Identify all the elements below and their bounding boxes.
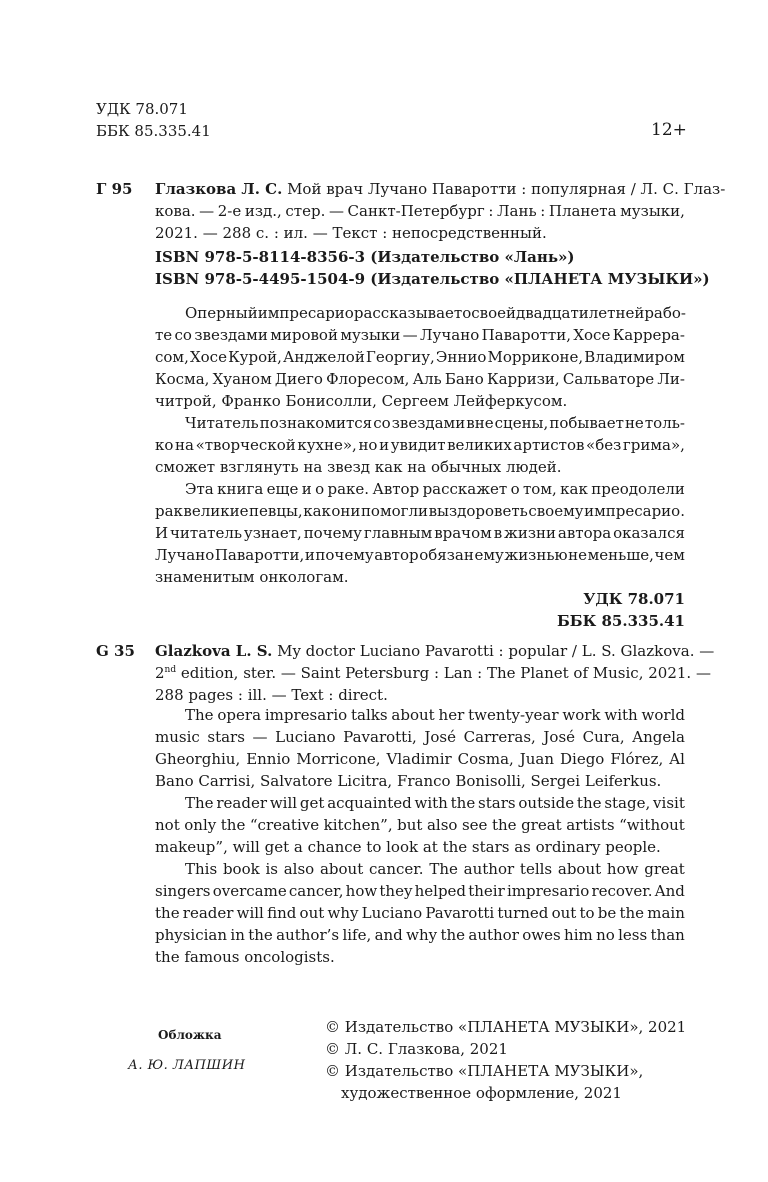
ru-biblio-line-2: кова. — 2-е изд., стер. — Санкт-Петербург : Лань : Планета музыки, xyxy=(155,202,685,220)
en-biblio-text-1: My doctor Luciano Pavarotti : popular / L. S. Glazkova. — xyxy=(272,642,715,660)
en-p2-l2: not only the “creative kitchen”, but also see the great artists “without xyxy=(155,816,685,834)
copyright-3: © Издательство «ПЛАНЕТА МУЗЫКИ», xyxy=(325,1062,644,1080)
en-edition-num: 2 xyxy=(155,664,165,682)
ru-isbn-2: ISBN 978-5-4495-1504-9 (Издательство «ПЛАНЕТА МУЗЫКИ») xyxy=(155,270,710,288)
ru-p1-l4: Косма, Хуаном Диего Флоресом, Аль Бано Карризи, Сальваторе Ли- xyxy=(155,370,685,388)
en-annotation xyxy=(155,704,685,968)
ru-p1-l3: сом, Хосе Курой, Анджелой Георгиу, Эннио Морриконе, Владимиром xyxy=(155,348,685,366)
en-p3-l1: This book is also about cancer. The author tells about how great xyxy=(185,860,685,878)
ru-biblio xyxy=(155,178,726,244)
ru-index: Г 95 xyxy=(96,180,133,198)
ru-biblio-line-3: 2021. — 288 с. : ил. — Текст : непосредственный. xyxy=(155,224,547,242)
ru-p2-l3: сможет взглянуть на звезд как на обычных людей. xyxy=(155,458,562,476)
ru-biblio-text-1: Мой врач Лучано Паваротти : популярная / Л. С. Глаз- xyxy=(282,180,726,198)
en-p1-l3: Gheorghiu, Ennio Morricone, Vladimir Cosma, Juan Diego Flórez, Al xyxy=(155,750,685,768)
ru-biblio-line-1 xyxy=(155,178,726,200)
en-p3-l4: physician in the author’s life, and why the author owes him no less than xyxy=(155,926,685,944)
cover-artist: А. Ю. ЛАПШИН xyxy=(128,1058,246,1073)
en-index: G 35 xyxy=(96,642,135,660)
ru-p3-l5: знаменитым онкологам. xyxy=(155,568,349,586)
cover-label: Обложка xyxy=(158,1028,222,1042)
en-p3-l5: the famous oncologists. xyxy=(155,948,335,966)
header-bbk: ББК 85.335.41 xyxy=(96,122,211,140)
ru-p1-l5: читрой, Франко Бонисолли, Сергеем Лейферкусом. xyxy=(155,392,568,410)
ru-annotation xyxy=(155,302,685,632)
copyright-block xyxy=(325,1016,695,1104)
en-p2-l1: The reader will get acquainted with the stars outside the stage, visit xyxy=(185,794,685,812)
en-biblio-line-1 xyxy=(155,640,715,662)
ru-isbn-block xyxy=(155,246,710,290)
en-biblio-text-2: edition, ster. — Saint Petersburg : Lan : The Planet of Music, 2021. — xyxy=(176,664,711,682)
en-p3-l3: the reader will find out why Luciano Pavarotti turned out to be the main xyxy=(155,904,685,922)
copyright-1: © Издательство «ПЛАНЕТА МУЗЫКИ», 2021 xyxy=(325,1018,687,1036)
ru-p2-l1: Читатель познакомится со звездами вне сцены, побывает не толь- xyxy=(185,414,685,432)
ru-author: Глазкова Л. С. xyxy=(155,180,283,198)
ru-p3-l1: Эта книга еще и о раке. Автор расскажет о том, как преодолели xyxy=(185,480,685,498)
ru-p1-l2: те со звездами мировой музыки — Лучано Паваротти, Хосе Карреpа- xyxy=(155,326,685,344)
en-p2-l3: makeup”, will get a chance to look at the stars as ordinary people. xyxy=(155,838,661,856)
en-biblio xyxy=(155,640,715,706)
ru-bbk: ББК 85.335.41 xyxy=(556,612,685,630)
ru-p1-l1: Оперный импресарио рассказывает о своей двадцатилетней рабо- xyxy=(185,304,687,322)
en-p1-l4: Bano Carrisi, Salvatore Licitra, Franco Bonisolli, Sergei Leiferkus. xyxy=(155,772,662,790)
age-rating: 12+ xyxy=(651,120,687,140)
ru-p2-l2: ко на «творческой кухне», но и увидит великих артистов «без грима», xyxy=(155,436,685,454)
ru-p3-l4: Лучано Паваротти, и почему автор обязан ему жизнью не меньше, чем xyxy=(155,546,685,564)
en-p3-l2: singers overcame cancer, how they helped their impresario recover. And xyxy=(155,882,685,900)
en-p1-l2: music stars — Luciano Pavarotti, José Carreras, José Cura, Angela xyxy=(155,728,685,746)
en-author: Glazkova L. S. xyxy=(155,642,273,660)
en-edition-sup: nd xyxy=(164,665,177,675)
en-p1-l1: The opera impresario talks about her twenty-year work with world xyxy=(185,706,685,724)
ru-udk: УДК 78.071 xyxy=(583,590,685,608)
ru-p3-l3: И читатель узнает, почему главным врачом в жизни автора оказался xyxy=(155,524,685,542)
ru-p3-l2: рак великие певцы, как они помогли выздороветь своему импресарио. xyxy=(155,502,685,520)
copyright-2: © Л. С. Глазкова, 2021 xyxy=(325,1040,508,1058)
copyright-4: художественное оформление, 2021 xyxy=(341,1084,622,1102)
en-biblio-line-2 xyxy=(155,662,711,684)
ru-isbn-1: ISBN 978-5-8114-8356-3 (Издательство «Лань») xyxy=(155,248,575,266)
en-biblio-line-3: 288 pages : ill. — Text : direct. xyxy=(155,686,388,704)
header-udk: УДК 78.071 xyxy=(96,100,188,118)
